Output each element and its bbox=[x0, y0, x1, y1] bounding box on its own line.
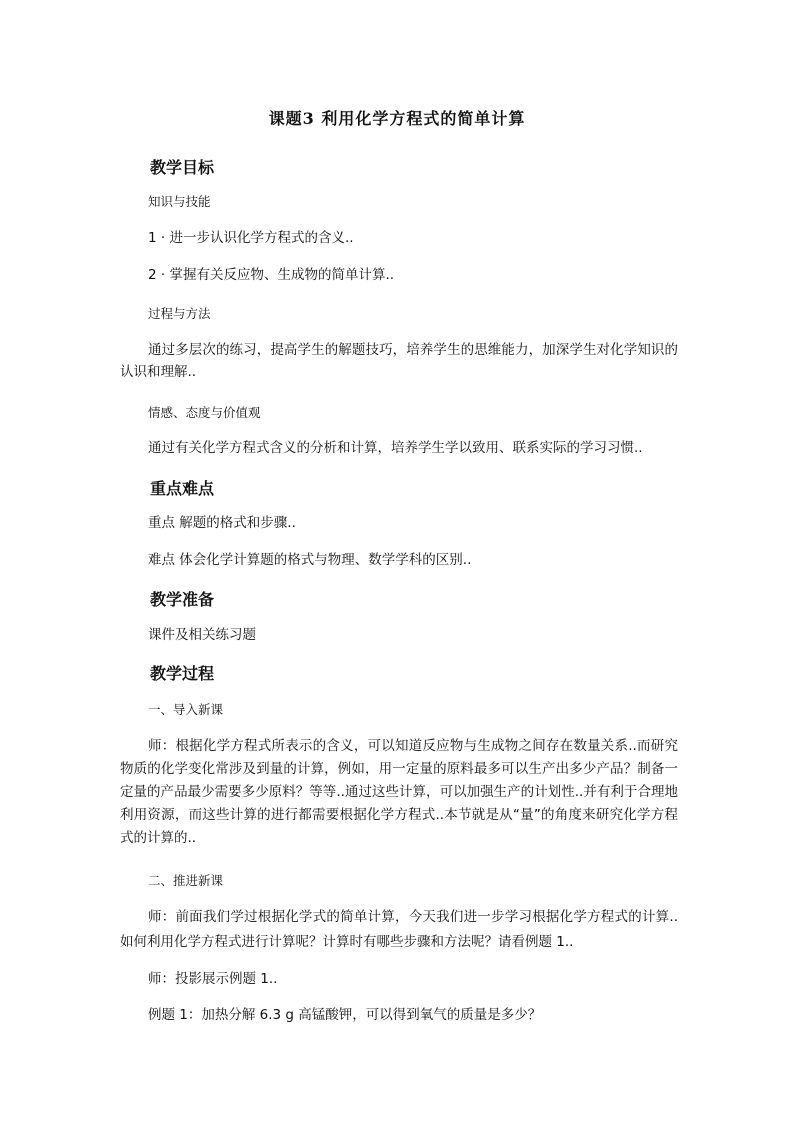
section-new-lesson-title: 二、推进新课 bbox=[148, 873, 224, 888]
lesson-title: 课题3 利用化学方程式的简单计算 bbox=[268, 109, 526, 128]
knowledge-item-1: 1 · 进一步认识化学方程式的含义.. bbox=[148, 230, 354, 246]
heading-teaching-process: 教学过程 bbox=[150, 664, 215, 683]
knowledge-item-2: 2 · 掌握有关反应物、生成物的简单计算.. bbox=[148, 267, 395, 283]
emotion-values-paragraph: 通过有关化学方程式含义的分析和计算，培养学生学以致用、联系实际的学习习惯.. bbox=[148, 440, 643, 456]
new-lesson-paragraph: 师：前面我们学过根据化学式的简单计算，今天我们进一步学习根据化学方程式的计算..如何利用化学方程式进行计算呢？计算时有哪些步骤和方法呢？请看例题 1.. bbox=[120, 909, 678, 950]
subheading-emotion-values: 情感、态度与价值观 bbox=[148, 405, 261, 420]
subheading-process-method: 过程与方法 bbox=[148, 306, 211, 321]
heading-key-difficult-points: 重点难点 bbox=[150, 479, 215, 498]
preparation-text: 课件及相关练习题 bbox=[148, 627, 256, 643]
difficult-point-line: 难点 体会化学计算题的格式与物理、数学学科的区别.. bbox=[148, 552, 472, 568]
heading-teaching-preparation: 教学准备 bbox=[150, 590, 215, 609]
key-point-line: 重点 解题的格式和步骤.. bbox=[148, 515, 296, 531]
section-intro-title: 一、导入新课 bbox=[148, 702, 224, 717]
process-method-paragraph: 通过多层次的练习，提高学生的解题技巧，培养学生的思维能力，加深学生对化学知识的认识和理解.. bbox=[120, 342, 678, 380]
teacher-projection-line: 师：投影展示例题 1.. bbox=[148, 971, 278, 987]
intro-paragraph: 师：根据化学方程式所表示的含义，可以知道反应物与生成物之间存在数量关系..而研究物质的化学变化常涉及到量的计算，例如，用一定量的原料最多可以生产出多少产品？制备一定量的产品最少需要多少原料？等等..通过这些计算，可以加强生产的计划性..并有利于合理地利用资源，而这些计算的进行都需要根据化学方程式..本节就是从“量”的角度来研究化学方程式的计算的.. bbox=[120, 738, 678, 846]
heading-teaching-goals: 教学目标 bbox=[150, 158, 215, 177]
example-1-question: 例题 1：加热分解 6.3 g 高锰酸钾，可以得到氧气的质量是多少？ bbox=[148, 1007, 542, 1023]
subheading-knowledge-skills: 知识与技能 bbox=[148, 194, 211, 209]
